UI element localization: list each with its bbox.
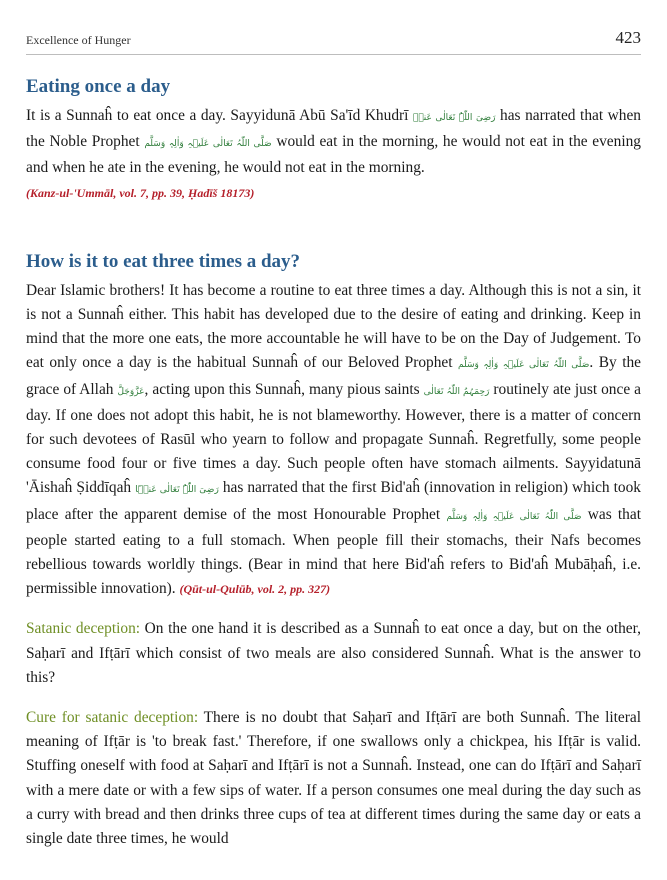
paragraph-cure [26,706,641,851]
reference-citation: (Kanz-ul-'Ummāl, vol. 7, pp. 39, Ḥadīš 18173) [26,185,255,200]
paragraph-three-times [26,279,641,602]
page-number: 423 [615,28,641,47]
text-run: , acting upon this Sunnaĥ, many pious saints [144,380,424,398]
arabic-honorific: رَضِیَ اللّٰہُ تَعَالٰی عَنۡہَا [135,485,219,496]
cure-label: Cure for satanic deception: [26,709,199,727]
satanic-deception-label: Satanic deception: [26,620,141,638]
arabic-honorific: عَزَّوَجَلَّ [117,386,145,397]
text-run: was that people started eating to a full stomach. When people fill their stomachs, their Nafs becomes rebellious towards worldly things. (Bear in mind that here Bid'aĥ refers to Bid'aĥ Mubāḥaĥ, i.e. permissible innovation). [26,505,641,598]
text-run: has narrated that when the Noble Prophet [26,107,642,151]
reference-citation: (Qūt-ul-Qulūb, vol. 2, pp. 327) [179,582,331,597]
text-run: Dear Islamic brothers! It has become a routine to eat three times a day. Although this is not a sin, it is not a Sunnaĥ either. This habit has developed due to the desire of eating and drinking. Keep in mind that the more one eats, the more accountable he will have to be on the Day of Judgement. To eat only once a day is the habitual Sunnaĥ of our Beloved Prophet [26,281,641,372]
text-run: would eat in the morning, he would not eat in the evening and when he ate in the evening, he would not eat in the morning. [26,133,642,177]
arabic-honorific: رَضِیَ اللّٰہُ تَعَالٰی عَنۡہ [412,113,496,123]
page-header [26,28,641,55]
arabic-honorific: صَلَّی اللّٰہُ تَعَالٰی عَلَیۡہِ وَاٰلِہٖ وَسَلَّم [458,360,590,371]
page-content [26,74,641,851]
running-title: Excellence of Hunger [26,33,131,47]
section-heading-eating-once: Eating once a day [26,76,171,97]
text-run: There is no doubt that Saḥarī and Ifṭārī are both Sunnaĥ. The literal meaning of Ifṭār is 'to break fast.' Therefore, if one swallows only a chickpea, his Ifṭār is valid. Stuffing oneself with food at Saḥarī and Ifṭārī is not a Sunnaĥ. Instead, one can do Ifṭārī and Saḥarī with a mere date or with a few sips of water. If a person consumes one meal during the day such as a curry with bread and then drinks three cups of tea at different times during the same day or eats a single date three times, he would [26,709,641,848]
text-run: has narrated that the first Bid'aĥ (innovation in religion) which took place after the apparent demise of the most Honourable Prophet [26,479,642,523]
arabic-honorific: صَلَّی اللّٰہُ تَعَالٰی عَلَیۡہِ وَاٰلِہٖ وَسَلَّم [446,511,582,522]
arabic-honorific: رَحِمَہُمُ اللّٰہُ تَعَالٰی [423,386,490,397]
arabic-honorific: صَلَّی اللّٰہُ تَعَالٰی عَلَیۡہِ وَاٰلِہٖ وَسَلَّم [144,139,272,150]
text-run: . By the grace of Allah [26,354,642,398]
text-run: It is a Sunnaĥ to eat once a day. Sayyidunā Abū Sa'īd Khudrī [26,107,413,124]
text-run: routinely ate just once a day. If one does not adopt this habit, he is not blameworthy. However, there is a matter of concern for such devotees of Rasūl who yearn to follow and propagate Sunnaĥ. Regretfully, some people consume food four or five times a day. Such people often have stomach ailments. Sayyidatunā 'Āishaĥ Ṣiddīqaĥ [26,380,641,497]
text-run: On the one hand it is described as a Sunnaĥ to eat once a day, but on the other, Saḥarī and Ifṭārī which consist of two meals are also considered Sunnaĥ. What is the answer to this? [26,620,641,686]
paragraph-eating-once [26,104,641,205]
section-heading-three-times: How is it to eat three times a day? [26,250,301,272]
paragraph-satanic-deception [26,617,641,690]
